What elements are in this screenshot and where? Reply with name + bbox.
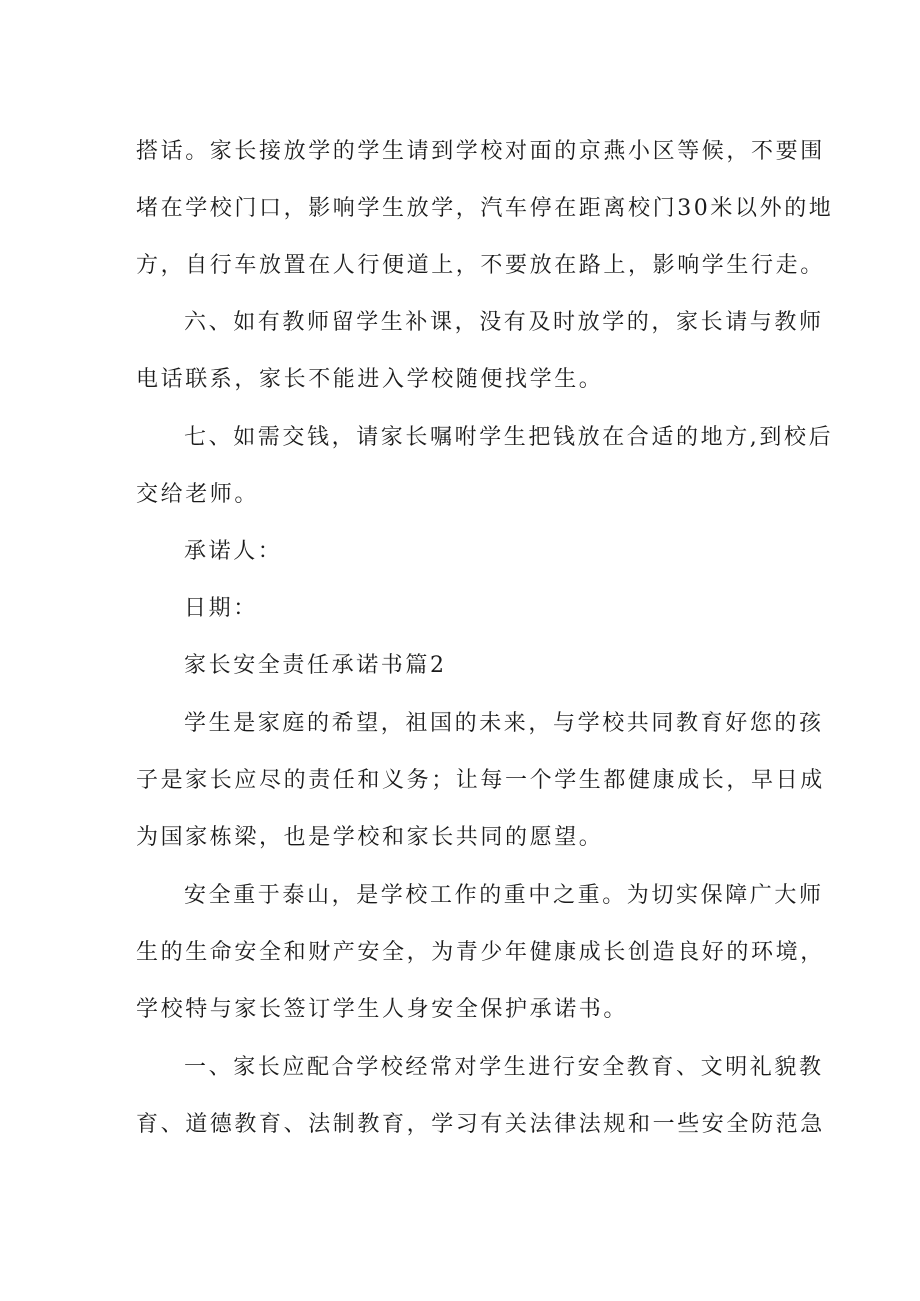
text-line: 方，自行车放置在人行便道上，不要放在路上，影响学生行走。 — [136, 253, 825, 278]
text-line: 七、如需交钱，请家长嘱咐学生把钱放在合适的地方,到校后 — [184, 425, 834, 450]
text-line: 电话联系，家长不能进入学校随便找学生。 — [136, 367, 604, 392]
text-line: 交给老师。 — [136, 482, 260, 507]
text-line: 安全重于泰山，是学校工作的重中之重。为切实保障广大师 — [184, 883, 824, 908]
text-line: 学校特与家长签订学生人身安全保护承诺书。 — [136, 997, 629, 1022]
text-line: 搭话。家长接放学的学生请到学校对面的京燕小区等候，不要围 — [136, 139, 825, 164]
text-line: 堵在学校门口，影响学生放学，汽车停在距离校门30米以外的地 — [136, 196, 834, 221]
text-line: 六、如有教师留学生补课，没有及时放学的，家长请与教师 — [184, 310, 824, 335]
text-line: 子是家长应尽的责任和义务；让每一个学生都健康成长，早日成 — [136, 768, 825, 793]
text-line: 生的生命安全和财产安全，为青少年健康成长创造良好的环境， — [136, 940, 825, 965]
signatory-label: 承诺人： — [184, 539, 283, 564]
text-line: 一、家长应配合学校经常对学生进行安全教育、文明礼貌教 — [184, 1055, 824, 1080]
section-heading: 家长安全责任承诺书篇2 — [184, 653, 447, 678]
date-label: 日期： — [184, 596, 258, 621]
text-line: 育、道德教育、法制教育，学习有关法律法规和一些安全防范急 — [136, 1112, 825, 1137]
text-line: 为国家栋梁，也是学校和家长共同的愿望。 — [136, 825, 604, 850]
text-line: 学生是家庭的希望，祖国的未来，与学校共同教育好您的孩 — [184, 711, 824, 736]
